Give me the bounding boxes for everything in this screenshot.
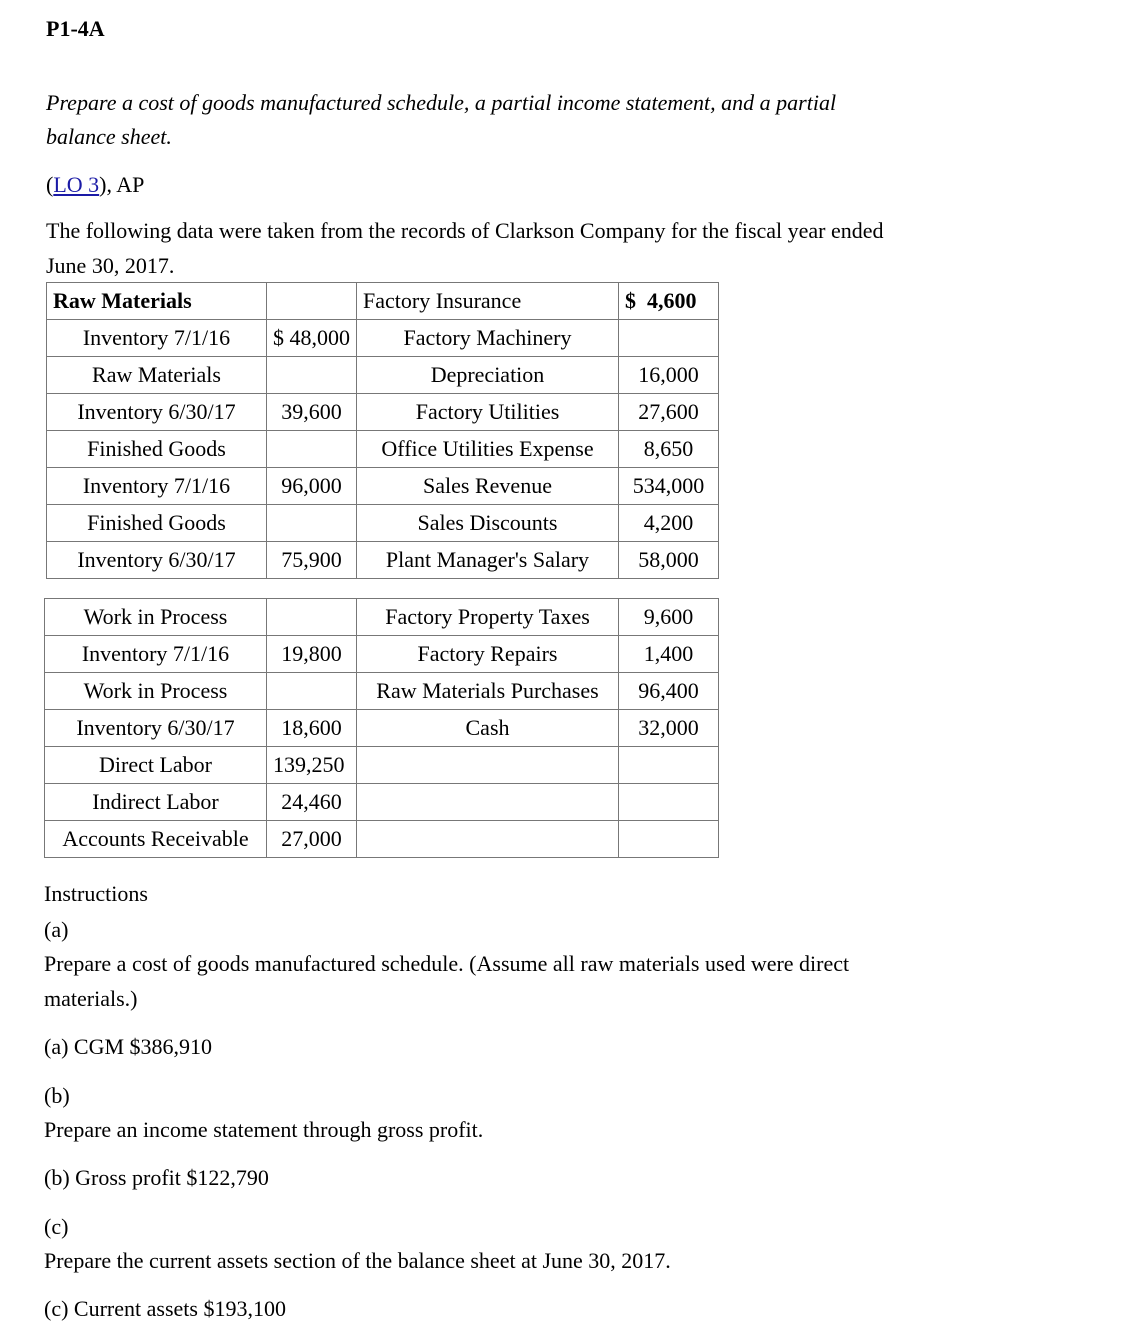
table-row (47, 394, 719, 431)
table-cell: Inventory 7/1/16 (47, 468, 267, 505)
table-cell: 534,000 (619, 468, 719, 505)
data-table-2 (44, 598, 719, 858)
table-cell: Work in Process (45, 599, 267, 636)
table-cell: Factory Insurance (357, 283, 619, 320)
table-row (47, 283, 719, 320)
objective-line-1: Prepare a cost of goods manufactured schedule, a partial income statement, and a partial (46, 90, 837, 115)
table-cell: Raw Materials (47, 283, 267, 320)
table-row (45, 636, 719, 673)
part-c-label: (c) (44, 1214, 69, 1239)
table-cell: Office Utilities Expense (357, 431, 619, 468)
table-cell: Direct Labor (45, 747, 267, 784)
table-cell: Cash (357, 710, 619, 747)
table-row (45, 747, 719, 784)
table-cell (357, 784, 619, 821)
table-cell: Inventory 6/30/17 (45, 710, 267, 747)
table-cell: 27,600 (619, 394, 719, 431)
lo-link[interactable]: LO 3 (53, 172, 100, 197)
table-cell: $ 4,600 (619, 283, 719, 320)
table-cell: 1,400 (619, 636, 719, 673)
table-row (45, 599, 719, 636)
intro-line-1: The following data were taken from the records of Clarkson Company for the fiscal year ended (46, 218, 884, 243)
table-row (47, 505, 719, 542)
table-cell (357, 821, 619, 858)
table-cell: 96,400 (619, 673, 719, 710)
table-cell: 16,000 (619, 357, 719, 394)
table-cell: Factory Repairs (357, 636, 619, 673)
table-cell: Inventory 7/1/16 (45, 636, 267, 673)
table-cell: 8,650 (619, 431, 719, 468)
table-cell: Factory Machinery (357, 320, 619, 357)
table-cell: 139,250 (267, 747, 357, 784)
table-cell (267, 505, 357, 542)
table-cell: Plant Manager's Salary (357, 542, 619, 579)
part-c-answer: (c) Current assets $193,100 (44, 1296, 286, 1321)
part-a-label: (a) (44, 917, 69, 942)
table-cell (267, 357, 357, 394)
learning-objective (46, 172, 144, 198)
table-row (45, 784, 719, 821)
table-cell: 24,460 (267, 784, 357, 821)
table-row (45, 710, 719, 747)
table-cell (267, 283, 357, 320)
table-cell: Factory Utilities (357, 394, 619, 431)
table-cell: 4,200 (619, 505, 719, 542)
instructions-heading: Instructions (44, 881, 148, 906)
table-row (47, 431, 719, 468)
table-row (47, 542, 719, 579)
table-row (47, 468, 719, 505)
table-cell: 19,800 (267, 636, 357, 673)
part-b-label: (b) (44, 1083, 70, 1108)
table-cell: Raw Materials (47, 357, 267, 394)
part-b-text: Prepare an income statement through gross profit. (44, 1117, 484, 1142)
table-cell: Inventory 6/30/17 (47, 542, 267, 579)
table-cell: 58,000 (619, 542, 719, 579)
table-cell: 39,600 (267, 394, 357, 431)
table-row (47, 320, 719, 357)
table-cell (619, 784, 719, 821)
table-cell: $ 48,000 (267, 320, 357, 357)
table-cell: Finished Goods (47, 431, 267, 468)
part-a-line-2: materials.) (44, 986, 138, 1011)
table-cell (267, 431, 357, 468)
lo-open: ( (46, 172, 54, 197)
table-cell: 18,600 (267, 710, 357, 747)
table-cell: 27,000 (267, 821, 357, 858)
table-cell: Indirect Labor (45, 784, 267, 821)
table-cell: Factory Property Taxes (357, 599, 619, 636)
table-cell: Raw Materials Purchases (357, 673, 619, 710)
table-cell: Finished Goods (47, 505, 267, 542)
table-cell (619, 747, 719, 784)
part-a-answer: (a) CGM $386,910 (44, 1034, 213, 1059)
table-row (47, 357, 719, 394)
table-cell: Inventory 6/30/17 (47, 394, 267, 431)
table-cell (619, 821, 719, 858)
table-cell: 32,000 (619, 710, 719, 747)
part-c-text: Prepare the current assets section of the balance sheet at June 30, 2017. (44, 1248, 671, 1273)
table-cell (619, 320, 719, 357)
table-cell: Sales Revenue (357, 468, 619, 505)
table-cell (267, 673, 357, 710)
intro-line-2: June 30, 2017. (46, 253, 175, 278)
table-cell: Accounts Receivable (45, 821, 267, 858)
table-cell (267, 599, 357, 636)
table-cell: Inventory 7/1/16 (47, 320, 267, 357)
objective-line-2: balance sheet. (46, 124, 172, 149)
lo-close: ), AP (99, 172, 145, 197)
table-cell: Sales Discounts (357, 505, 619, 542)
part-b-answer: (b) Gross profit $122,790 (44, 1165, 269, 1190)
table-cell: Work in Process (45, 673, 267, 710)
table-cell (357, 747, 619, 784)
table-cell: 75,900 (267, 542, 357, 579)
table-cell: 96,000 (267, 468, 357, 505)
table-cell: 9,600 (619, 599, 719, 636)
problem-id: P1-4A (46, 16, 105, 41)
table-row (45, 673, 719, 710)
data-table-1 (46, 282, 719, 579)
part-a-line-1: Prepare a cost of goods manufactured schedule. (Assume all raw materials used were direct (44, 951, 850, 976)
table-row (45, 821, 719, 858)
table-cell: Depreciation (357, 357, 619, 394)
